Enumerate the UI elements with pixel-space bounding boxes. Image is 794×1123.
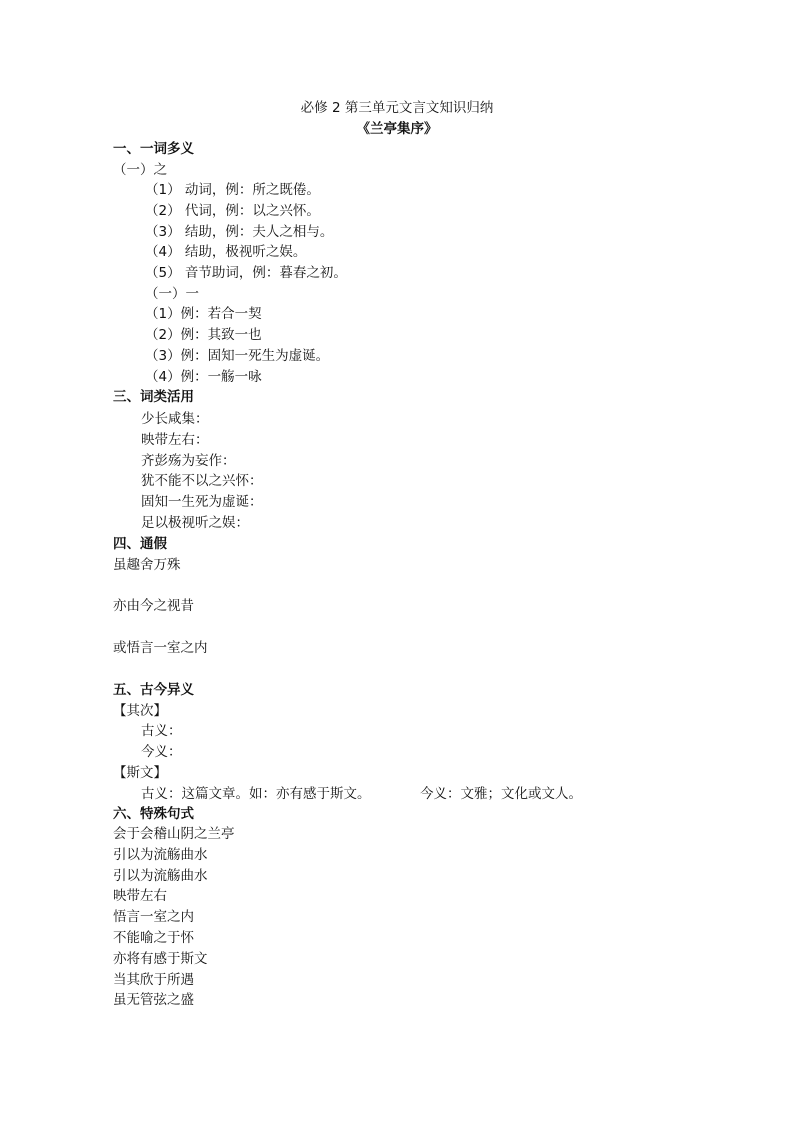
list-item: 不能喻之于怀 [113,930,194,946]
list-item: 少长咸集： [141,411,209,427]
term-ancient-meaning: 古义：这篇文章。如：亦有感于斯文。 [141,786,371,802]
subheading-zhi: （一）之 [113,162,167,178]
list-item: 虽趣舍万殊 [113,557,181,573]
section-heading-polysemy: 一、一词多义 [113,141,194,157]
list-item: 引以为流觞曲水 [113,847,208,863]
list-item: 引以为流觞曲水 [113,868,208,884]
list-item: 足以极视听之娱： [141,515,249,531]
list-item: （3） 结助，例：夫人之相与。 [145,224,334,240]
list-item: 齐彭殇为妄作： [141,453,236,469]
list-item: 犹不能不以之兴怀： [141,473,263,489]
list-item: （1）例：若合一契 [145,306,262,322]
section-heading-word-class: 三、词类活用 [113,389,194,405]
list-item: （3）例：固知一死生为虚诞。 [145,348,330,364]
list-item: （5） 音节助词，例：暮春之初。 [145,265,347,281]
subheading-yi: （一）一 [145,286,199,302]
list-item: 映带左右： [141,432,209,448]
list-item: 亦由今之视昔 [113,598,194,614]
document-subtitle: 《兰亭集序》 [356,121,438,137]
list-item: （4） 结助，极视听之娱。 [145,244,307,260]
list-item: 虽无管弦之盛 [113,992,194,1008]
document-title: 必修 2 第三单元文言文知识归纳 [300,100,494,116]
section-heading-ancient-modern: 五、古今异义 [113,682,194,698]
list-item: （4）例：一觞一咏 [145,369,262,385]
list-item: 会于会稽山阴之兰亭 [113,826,235,842]
term-modern-meaning: 今义：文雅；文化或文人。 [420,786,582,802]
list-item: 固知一生死为虚诞： [141,494,263,510]
list-item: （1） 动词，例：所之既倦。 [145,182,320,198]
list-item: （2）例：其致一也 [145,327,262,343]
section-heading-special-sentences: 六、特殊句式 [113,806,194,822]
term-modern-meaning: 今义： [141,744,182,760]
term-ancient-meaning: 古义： [141,723,182,739]
list-item: 亦将有感于斯文 [113,951,208,967]
list-item: （2） 代词，例：以之兴怀。 [145,203,320,219]
list-item: 或悟言一室之内 [113,640,208,656]
section-heading-tongjia: 四、通假 [113,536,167,552]
list-item: 映带左右 [113,888,167,904]
term-label: 【其次】 [113,703,167,719]
list-item: 悟言一室之内 [113,909,194,925]
term-label: 【斯文】 [113,765,167,781]
list-item: 当其欣于所遇 [113,972,194,988]
